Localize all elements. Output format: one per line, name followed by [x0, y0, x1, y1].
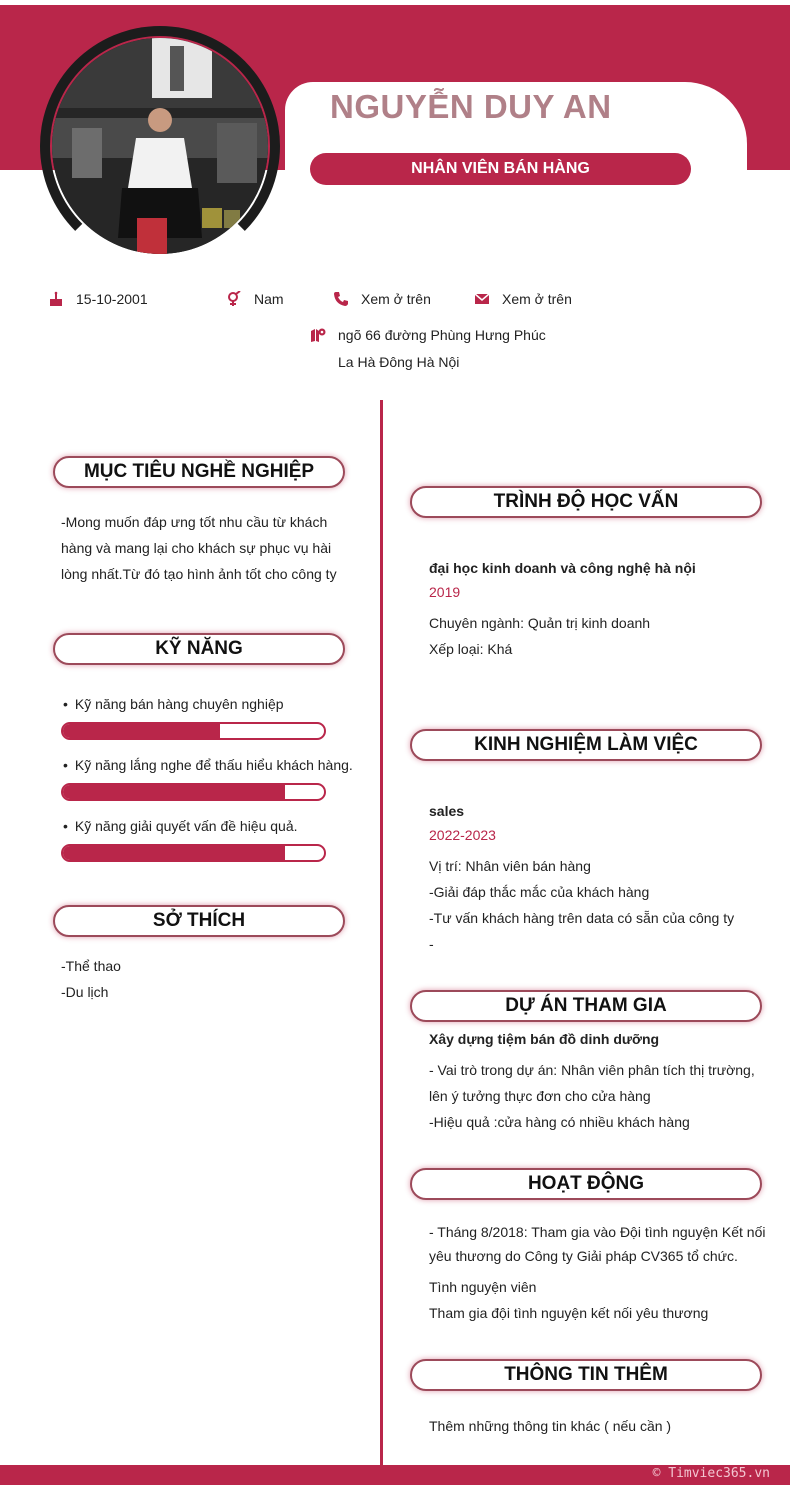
skill-label-1: • Kỹ năng bán hàng chuyên nghiệp [63, 696, 284, 712]
skill-bar-1 [61, 722, 326, 740]
mail-icon [474, 291, 490, 307]
education-major: Chuyên ngành: Quản trị kinh doanh [429, 615, 651, 631]
extra-info-heading: THÔNG TIN THÊM [410, 1359, 762, 1391]
skill-bar-fill-2 [63, 785, 285, 799]
activities-heading: HOẠT ĐỘNG [410, 1168, 762, 1200]
activity-line-1: - Tháng 8/2018: Tham gia vào Đội tình nguyện Kết nối [429, 1224, 766, 1240]
education-grade: Xếp loại: Khá [429, 641, 513, 657]
contact-email: Xem ở trên [474, 291, 572, 307]
skills-heading: KỸ NĂNG [53, 633, 345, 665]
objective-heading: MỤC TIÊU NGHỀ NGHIỆP [53, 456, 345, 488]
objective-line-2: hàng và mang lại cho khách sự phục vụ hài [61, 540, 332, 556]
experience-line-4: - [429, 936, 434, 952]
activity-line-2: yêu thương do Công ty Giải pháp CV365 tổ chức. [429, 1248, 738, 1264]
education-heading: TRÌNH ĐỘ HỌC VẤN [410, 486, 762, 518]
contact-address: ngõ 66 đường Phùng Hưng Phúc [310, 327, 546, 343]
experience-period: 2022-2023 [429, 827, 496, 843]
experience-line-2: -Giải đáp thắc mắc của khách hàng [429, 884, 650, 900]
map-pin-icon [310, 327, 326, 343]
objective-line-1: -Mong muốn đáp ưng tốt nhu cầu từ khách [61, 514, 328, 530]
phone-icon [333, 291, 349, 307]
contact-birthday: 15-10-2001 [48, 291, 148, 307]
extra-info-text: Thêm những thông tin khác ( nếu cần ) [429, 1418, 672, 1434]
project-line-3: -Hiệu quả :cửa hàng có nhiều khách hàng [429, 1114, 690, 1130]
objective-line-3: lòng nhất.Từ đó tạo hình ảnh tốt cho công ty [61, 566, 337, 582]
education-year: 2019 [429, 584, 461, 600]
column-divider [380, 400, 383, 1465]
experience-line-3: -Tư vấn khách hàng trên data có sẵn của công ty [429, 910, 735, 926]
skill-label-2: • Kỹ năng lắng nghe để thấu hiểu khách hàng. [63, 757, 353, 773]
contact-gender: Nam [226, 291, 284, 307]
candidate-name: NGUYỄN DUY AN [330, 88, 612, 125]
project-name: Xây dựng tiệm bán đồ dinh dưỡng [429, 1031, 660, 1047]
project-line-2: lên ý tưởng thực đơn cho cửa hàng [429, 1088, 651, 1104]
hobby-item-2: -Du lịch [61, 984, 109, 1000]
avatar [52, 38, 268, 254]
job-title-badge: NHÂN VIÊN BÁN HÀNG [310, 153, 691, 185]
activity-line-3: Tình nguyện viên [429, 1279, 537, 1295]
contact-address-line2: La Hà Đông Hà Nội [338, 354, 460, 370]
education-school: đại học kinh doanh và công nghệ hà nội [429, 560, 696, 576]
skill-label-3: • Kỹ năng giải quyết vấn đề hiệu quả. [63, 818, 298, 834]
gender-icon [226, 291, 242, 307]
contact-phone: Xem ở trên [333, 291, 431, 307]
experience-line-1: Vị trí: Nhân viên bán hàng [429, 858, 591, 874]
footer-band [0, 1465, 790, 1485]
projects-heading: DỰ ÁN THAM GIA [410, 990, 762, 1022]
experience-heading: KINH NGHIỆM LÀM VIỆC [410, 729, 762, 761]
cake-icon [48, 291, 64, 307]
skill-bar-fill-1 [63, 724, 220, 738]
hobby-item-1: -Thể thao [61, 958, 121, 974]
skill-bar-3 [61, 844, 326, 862]
project-line-1: - Vai trò trong dự án: Nhân viên phân tích thị trường, [429, 1062, 755, 1078]
footer-watermark: © Timviec365.vn [652, 1466, 770, 1481]
experience-company: sales [429, 803, 465, 819]
hobbies-heading: SỞ THÍCH [53, 905, 345, 937]
skill-bar-fill-3 [63, 846, 285, 860]
skill-bar-2 [61, 783, 326, 801]
activity-line-4: Tham gia đội tình nguyện kết nối yêu thương [429, 1305, 709, 1321]
